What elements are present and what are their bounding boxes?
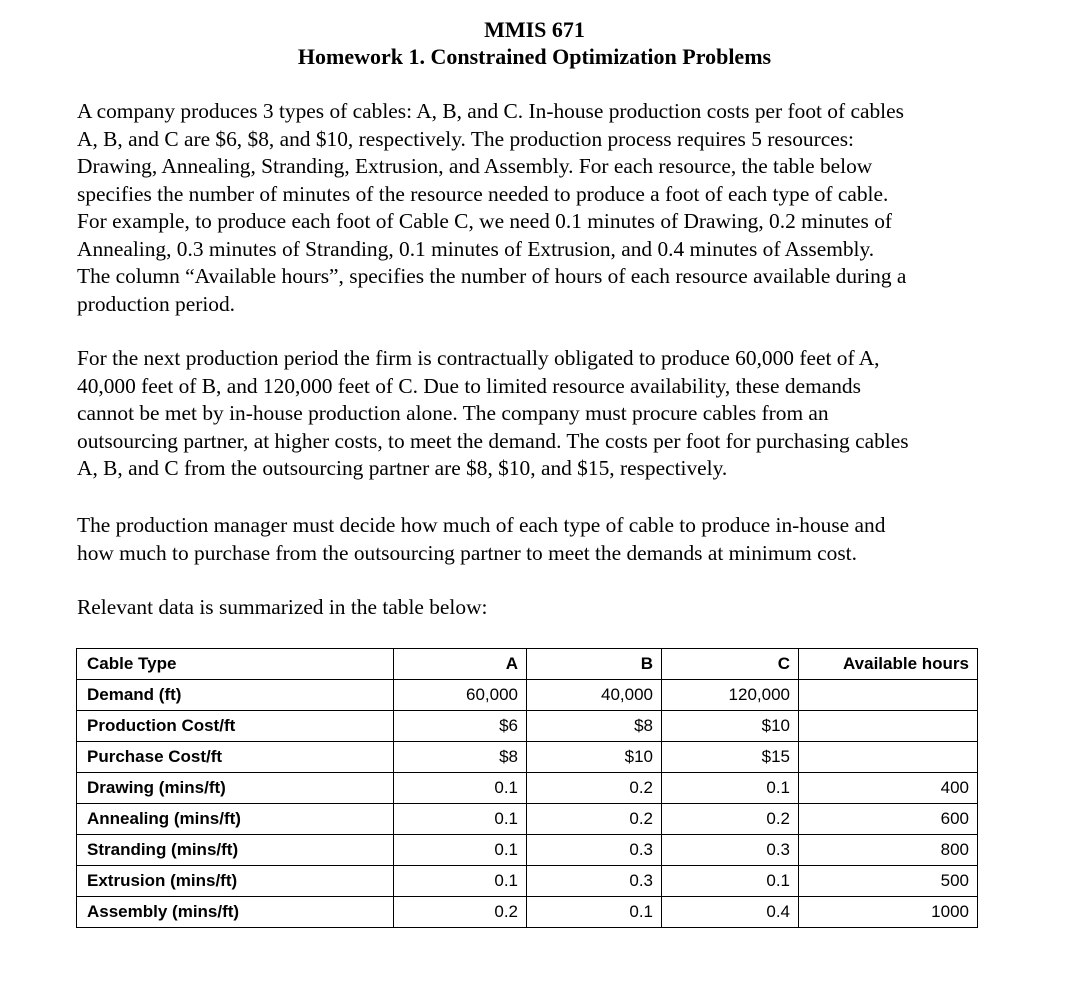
table-cell: 0.2	[527, 773, 662, 804]
text-line: For example, to produce each foot of Cable C, we need 0.1 minutes of Drawing, 0.2 minutes of	[77, 209, 893, 233]
table-cell	[799, 680, 978, 711]
table-cell: $8	[394, 742, 527, 773]
table-cell: $10	[662, 711, 799, 742]
table-row	[77, 711, 978, 742]
table-cell: 60,000	[394, 680, 527, 711]
row-label-cell: Demand (ft)	[77, 680, 394, 711]
decision-paragraph	[77, 512, 1022, 567]
text-line: For the next production period the firm is contractually obligated to produce 60,000 feet of A,	[77, 346, 880, 370]
table-header-cell: Cable Type	[77, 649, 394, 680]
table-header-cell: A	[394, 649, 527, 680]
row-label-cell: Extrusion (mins/ft)	[77, 866, 394, 897]
text-line: production period.	[77, 291, 236, 316]
course-title: MMIS 671	[484, 17, 585, 42]
table-cell: 0.1	[394, 804, 527, 835]
table-cell: 0.2	[527, 804, 662, 835]
table-header-cell: C	[662, 649, 799, 680]
data-table	[76, 648, 978, 928]
table-cell	[799, 742, 978, 773]
row-label-cell: Production Cost/ft	[77, 711, 394, 742]
table-cell: 800	[799, 835, 978, 866]
text-line: The production manager must decide how much of each type of cable to produce in-house and	[77, 513, 886, 537]
text-line: Relevant data is summarized in the table below:	[77, 595, 488, 619]
text-line: specifies the number of minutes of the resource needed to produce a foot of each type of cable.	[77, 181, 889, 206]
text-line: The column “Available hours”, specifies the number of hours of each resource available during a	[77, 264, 907, 288]
table-cell: 0.1	[527, 897, 662, 928]
text-line: 40,000 feet of B, and 120,000 feet of C. Due to limited resource availability, these demands	[77, 373, 861, 398]
table-cell: 0.3	[662, 835, 799, 866]
table-cell: 40,000	[527, 680, 662, 711]
row-label-cell: Drawing (mins/ft)	[77, 773, 394, 804]
text-line: outsourcing partner, at higher costs, to meet the demand. The costs per foot for purchasing cables	[77, 428, 909, 453]
table-cell: $8	[527, 711, 662, 742]
table-row	[77, 897, 978, 928]
table-intro-paragraph	[77, 594, 1022, 622]
table-row	[77, 866, 978, 897]
table-cell: 500	[799, 866, 978, 897]
table-cell: 0.4	[662, 897, 799, 928]
table-cell: 0.1	[394, 835, 527, 866]
table-header-cell: Available hours	[799, 649, 978, 680]
table-cell: 0.3	[527, 835, 662, 866]
table-cell: 120,000	[662, 680, 799, 711]
table-cell: 0.3	[527, 866, 662, 897]
text-line: A company produces 3 types of cables: A, B, and C. In-house production costs per foot of cables	[77, 99, 904, 123]
demand-paragraph	[77, 345, 1022, 483]
table-header-row	[77, 649, 978, 680]
table-row	[77, 742, 978, 773]
table-row	[77, 680, 978, 711]
table-cell: 400	[799, 773, 978, 804]
table-row	[77, 835, 978, 866]
homework-title: Homework 1. Constrained Optimization Problems	[297, 44, 772, 69]
table-cell: 0.1	[394, 773, 527, 804]
row-label-cell: Annealing (mins/ft)	[77, 804, 394, 835]
table-cell: 0.1	[394, 866, 527, 897]
text-line: Drawing, Annealing, Stranding, Extrusion, and Assembly. For each resource, the table below	[77, 154, 873, 178]
table-cell: 0.2	[662, 804, 799, 835]
table-cell: $10	[527, 742, 662, 773]
intro-paragraph	[77, 98, 1022, 318]
table-cell: 600	[799, 804, 978, 835]
text-line: A, B, and C are $6, $8, and $10, respectively. The production process requires 5 resources:	[77, 126, 854, 151]
text-line: Annealing, 0.3 minutes of Stranding, 0.1 minutes of Extrusion, and 0.4 minutes of Assembly.	[77, 236, 875, 261]
table-cell: 0.1	[662, 866, 799, 897]
table-cell: 0.2	[394, 897, 527, 928]
row-label-cell: Stranding (mins/ft)	[77, 835, 394, 866]
table-cell: $15	[662, 742, 799, 773]
table-row	[77, 804, 978, 835]
table-cell: 0.1	[662, 773, 799, 804]
text-line: cannot be met by in-house production alone. The company must procure cables from an	[77, 401, 829, 425]
text-line: how much to purchase from the outsourcing partner to meet the demands at minimum cost.	[77, 540, 857, 565]
row-label-cell: Purchase Cost/ft	[77, 742, 394, 773]
table-header-cell: B	[527, 649, 662, 680]
table-row	[77, 773, 978, 804]
table-cell: 1000	[799, 897, 978, 928]
table-cell: $6	[394, 711, 527, 742]
row-label-cell: Assembly (mins/ft)	[77, 897, 394, 928]
text-line: A, B, and C from the outsourcing partner are $8, $10, and $15, respectively.	[77, 456, 728, 480]
table-cell	[799, 711, 978, 742]
